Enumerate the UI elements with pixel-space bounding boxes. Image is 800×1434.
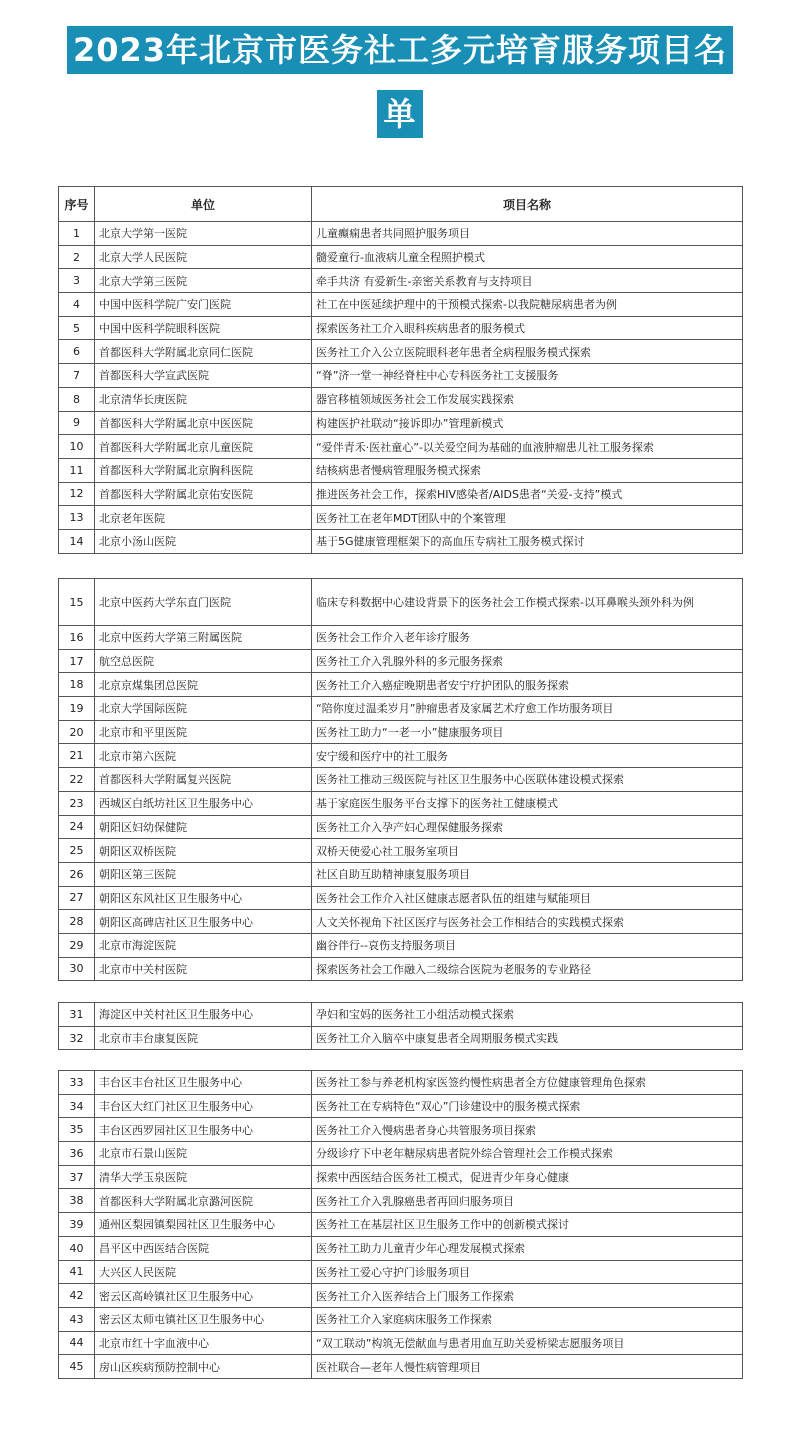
cell-project: 医务社会工作介入老年诊疗服务: [312, 626, 743, 650]
cell-seq: 42: [59, 1284, 95, 1308]
cell-project: 推进医务社会工作，探索HIV感染者/AIDS患者“关爱-支持”模式: [312, 482, 743, 506]
cell-project: 医务社工介入癌症晚期患者安宁疗护团队的服务探索: [312, 673, 743, 697]
cell-unit: 北京中医药大学东直门医院: [95, 579, 312, 626]
cell-project: 医务社工在基层社区卫生服务工作中的创新模式探讨: [312, 1213, 743, 1237]
page-title: [0, 26, 800, 138]
cell-seq: 35: [59, 1118, 95, 1142]
cell-unit: 中国中医科学院眼科医院: [95, 316, 312, 340]
cell-seq: 2: [59, 245, 95, 269]
header-project: 项目名称: [312, 187, 743, 222]
cell-seq: 16: [59, 626, 95, 650]
table-row: [59, 579, 743, 626]
cell-seq: 27: [59, 886, 95, 910]
cell-unit: 北京市丰台康复医院: [95, 1026, 312, 1050]
cell-seq: 3: [59, 269, 95, 293]
cell-project: 医务社工助力“一老一小”健康服务项目: [312, 720, 743, 744]
project-table-section-1: [58, 186, 743, 554]
table-row: [59, 458, 743, 482]
cell-seq: 43: [59, 1307, 95, 1331]
table-row: [59, 1189, 743, 1213]
table-row: [59, 815, 743, 839]
cell-unit: 密云区太师屯镇社区卫生服务中心: [95, 1307, 312, 1331]
cell-unit: 北京京煤集团总医院: [95, 673, 312, 697]
table-row: [59, 245, 743, 269]
cell-unit: 北京市石景山医院: [95, 1142, 312, 1166]
cell-seq: 31: [59, 1003, 95, 1027]
cell-seq: 39: [59, 1213, 95, 1237]
cell-seq: 38: [59, 1189, 95, 1213]
cell-seq: 10: [59, 435, 95, 459]
table-row: [59, 411, 743, 435]
cell-seq: 20: [59, 720, 95, 744]
cell-unit: 昌平区中西医结合医院: [95, 1236, 312, 1260]
cell-project: 医务社工介入慢病患者身心共管服务项目探索: [312, 1118, 743, 1142]
cell-project: 社区自助互助精神康复服务项目: [312, 862, 743, 886]
cell-unit: 朝阳区双桥医院: [95, 839, 312, 863]
cell-project: 孕妇和宝妈的医务社工小组活动模式探索: [312, 1003, 743, 1027]
cell-seq: 28: [59, 910, 95, 934]
cell-seq: 11: [59, 458, 95, 482]
table-row: [59, 387, 743, 411]
table-row: [59, 744, 743, 768]
cell-unit: 首都医科大学附属北京潞河医院: [95, 1189, 312, 1213]
cell-unit: 丰台区大红门社区卫生服务中心: [95, 1094, 312, 1118]
cell-seq: 25: [59, 839, 95, 863]
cell-project: 结核病患者慢病管理服务模式探索: [312, 458, 743, 482]
cell-seq: 5: [59, 316, 95, 340]
cell-seq: 23: [59, 791, 95, 815]
cell-project: 双桥天使爱心社工服务室项目: [312, 839, 743, 863]
cell-project: 医务社工助力儿童青少年心理发展模式探索: [312, 1236, 743, 1260]
table-row: [59, 1094, 743, 1118]
header-unit: 单位: [95, 187, 312, 222]
cell-seq: 21: [59, 744, 95, 768]
cell-unit: 北京老年医院: [95, 506, 312, 530]
table-row: [59, 529, 743, 553]
cell-seq: 15: [59, 579, 95, 626]
cell-unit: 航空总医院: [95, 649, 312, 673]
cell-unit: 北京中医药大学第三附属医院: [95, 626, 312, 650]
project-table-section-3: [58, 1002, 743, 1050]
cell-unit: 北京市中关村医院: [95, 957, 312, 981]
table-row: [59, 649, 743, 673]
cell-unit: 通州区梨园镇梨园社区卫生服务中心: [95, 1213, 312, 1237]
cell-unit: 北京市和平里医院: [95, 720, 312, 744]
cell-unit: 海淀区中关村社区卫生服务中心: [95, 1003, 312, 1027]
cell-seq: 22: [59, 768, 95, 792]
cell-project: 牵手共济 有爱新生-亲密关系教育与支持项目: [312, 269, 743, 293]
cell-unit: 北京大学第三医院: [95, 269, 312, 293]
cell-unit: 首都医科大学附属北京佑安医院: [95, 482, 312, 506]
cell-unit: 西城区白纸坊社区卫生服务中心: [95, 791, 312, 815]
cell-project: 器官移植领域医务社会工作发展实践探索: [312, 387, 743, 411]
cell-project: “陪你度过温柔岁月”肿瘤患者及家属艺术疗愈工作坊服务项目: [312, 697, 743, 721]
cell-seq: 24: [59, 815, 95, 839]
table-row: [59, 1331, 743, 1355]
cell-seq: 44: [59, 1331, 95, 1355]
cell-project: 医务社会工作介入社区健康志愿者队伍的组建与赋能项目: [312, 886, 743, 910]
cell-seq: 45: [59, 1355, 95, 1379]
cell-unit: 首都医科大学附属北京中医医院: [95, 411, 312, 435]
cell-project: 医务社工推动三级医院与社区卫生服务中心医联体建设模式探索: [312, 768, 743, 792]
table-row: [59, 316, 743, 340]
cell-unit: 朝阳区第三医院: [95, 862, 312, 886]
cell-project: 儿童癫痫患者共同照护服务项目: [312, 222, 743, 246]
table-row: [59, 293, 743, 317]
cell-unit: 北京大学国际医院: [95, 697, 312, 721]
table-row: [59, 957, 743, 981]
cell-unit: 首都医科大学附属北京同仁医院: [95, 340, 312, 364]
cell-project: 医务社工介入医养结合上门服务工作探索: [312, 1284, 743, 1308]
table-row: [59, 1165, 743, 1189]
cell-unit: 首都医科大学宣武医院: [95, 364, 312, 388]
cell-project: 社工在中医延续护理中的干预模式探索-以我院糖尿病患者为例: [312, 293, 743, 317]
cell-seq: 6: [59, 340, 95, 364]
cell-seq: 9: [59, 411, 95, 435]
cell-seq: 30: [59, 957, 95, 981]
cell-unit: 中国中医科学院广安门医院: [95, 293, 312, 317]
table-row: [59, 697, 743, 721]
cell-seq: 40: [59, 1236, 95, 1260]
cell-seq: 13: [59, 506, 95, 530]
table-row: [59, 364, 743, 388]
table-row: [59, 626, 743, 650]
cell-unit: 丰台区西罗园社区卫生服务中心: [95, 1118, 312, 1142]
cell-unit: 清华大学玉泉医院: [95, 1165, 312, 1189]
cell-unit: 首都医科大学附属复兴医院: [95, 768, 312, 792]
cell-unit: 首都医科大学附属北京儿童医院: [95, 435, 312, 459]
table-row: [59, 1026, 743, 1050]
cell-seq: 14: [59, 529, 95, 553]
cell-project: 基于家庭医生服务平台支撑下的医务社工健康模式: [312, 791, 743, 815]
cell-seq: 34: [59, 1094, 95, 1118]
table-row: [59, 673, 743, 697]
cell-seq: 7: [59, 364, 95, 388]
cell-unit: 丰台区丰台社区卫生服务中心: [95, 1071, 312, 1095]
cell-project: 探索医务社工介入眼科疾病患者的服务模式: [312, 316, 743, 340]
cell-project: 医务社工在专病特色“双心”门诊建设中的服务模式探索: [312, 1094, 743, 1118]
cell-seq: 26: [59, 862, 95, 886]
table-row: [59, 1307, 743, 1331]
cell-project: 构建医护社联动“接诉即办”管理新模式: [312, 411, 743, 435]
table-row: [59, 768, 743, 792]
project-table-section-2: [58, 578, 743, 981]
title-line-2: 单: [377, 90, 422, 138]
cell-project: 人文关怀视角下社区医疗与医务社会工作相结合的实践模式探索: [312, 910, 743, 934]
cell-project: 探索中西医结合医务社工模式，促进青少年身心健康: [312, 1165, 743, 1189]
table-row: [59, 1355, 743, 1379]
cell-project: 医务社工介入乳腺外科的多元服务探索: [312, 649, 743, 673]
cell-unit: 北京市第六医院: [95, 744, 312, 768]
table-row: [59, 886, 743, 910]
cell-project: 医务社工在老年MDT团队中的个案管理: [312, 506, 743, 530]
cell-seq: 32: [59, 1026, 95, 1050]
cell-seq: 36: [59, 1142, 95, 1166]
cell-project: 医务社工介入脑卒中康复患者全周期服务模式实践: [312, 1026, 743, 1050]
table-row: [59, 1118, 743, 1142]
cell-project: 医务社工参与养老机构家医签约慢性病患者全方位健康管理角色探索: [312, 1071, 743, 1095]
table-row: [59, 1003, 743, 1027]
cell-unit: 北京清华长庚医院: [95, 387, 312, 411]
table-row: [59, 862, 743, 886]
cell-project: 幽谷伴行--哀伤支持服务项目: [312, 933, 743, 957]
cell-unit: 北京市海淀医院: [95, 933, 312, 957]
cell-project: 探索医务社会工作融入二级综合医院为老服务的专业路径: [312, 957, 743, 981]
table-row: [59, 482, 743, 506]
cell-seq: 17: [59, 649, 95, 673]
cell-unit: 大兴区人民医院: [95, 1260, 312, 1284]
title-line-1: 2023年北京市医务社工多元培育服务项目名: [67, 26, 733, 74]
cell-project: 髓爱童行-血液病儿童全程照护模式: [312, 245, 743, 269]
cell-project: “双工联动”构筑无偿献血与患者用血互助关爱桥梁志愿服务项目: [312, 1331, 743, 1355]
table-row: [59, 222, 743, 246]
cell-project: 医务社工介入公立医院眼科老年患者全病程服务模式探索: [312, 340, 743, 364]
cell-seq: 8: [59, 387, 95, 411]
cell-project: 医务社工介入家庭病床服务工作探索: [312, 1307, 743, 1331]
cell-seq: 1: [59, 222, 95, 246]
cell-project: 临床专科数据中心建设背景下的医务社会工作模式探索-以耳鼻喉头颈外科为例: [312, 579, 743, 626]
table-row: [59, 1213, 743, 1237]
cell-project: 医社联合—老年人慢性病管理项目: [312, 1355, 743, 1379]
cell-seq: 18: [59, 673, 95, 697]
table-row: [59, 269, 743, 293]
cell-seq: 41: [59, 1260, 95, 1284]
cell-seq: 37: [59, 1165, 95, 1189]
cell-seq: 29: [59, 933, 95, 957]
cell-unit: 朝阳区妇幼保健院: [95, 815, 312, 839]
cell-seq: 33: [59, 1071, 95, 1095]
table-row: [59, 435, 743, 459]
cell-project: 安宁缓和医疗中的社工服务: [312, 744, 743, 768]
table-row: [59, 1142, 743, 1166]
cell-unit: 北京小汤山医院: [95, 529, 312, 553]
project-table-section-4: [58, 1070, 743, 1379]
cell-project: 医务社工介入孕产妇心理保健服务探索: [312, 815, 743, 839]
cell-unit: 北京大学人民医院: [95, 245, 312, 269]
cell-project: 分级诊疗下中老年糖尿病患者院外综合管理社会工作模式探索: [312, 1142, 743, 1166]
cell-project: “脊”济一堂一神经脊柱中心专科医务社工支援服务: [312, 364, 743, 388]
cell-seq: 4: [59, 293, 95, 317]
table-row: [59, 720, 743, 744]
table-row: [59, 506, 743, 530]
table-row: [59, 1071, 743, 1095]
cell-project: 医务社工介入乳腺癌患者再回归服务项目: [312, 1189, 743, 1213]
cell-unit: 朝阳区东风社区卫生服务中心: [95, 886, 312, 910]
table-row: [59, 910, 743, 934]
table-row: [59, 933, 743, 957]
header-seq: 序号: [59, 187, 95, 222]
cell-project: 医务社工爱心守护门诊服务项目: [312, 1260, 743, 1284]
cell-project: “爱伴青禾·医社童心”-以关爱空间为基础的血液肿瘤患儿社工服务探索: [312, 435, 743, 459]
cell-unit: 密云区高岭镇社区卫生服务中心: [95, 1284, 312, 1308]
table-row: [59, 340, 743, 364]
cell-seq: 12: [59, 482, 95, 506]
cell-project: 基于5G健康管理框架下的高血压专病社工服务模式探讨: [312, 529, 743, 553]
cell-unit: 房山区疾病预防控制中心: [95, 1355, 312, 1379]
cell-seq: 19: [59, 697, 95, 721]
table-row: [59, 839, 743, 863]
table-row: [59, 1236, 743, 1260]
table-header-row: [59, 187, 743, 222]
cell-unit: 朝阳区高碑店社区卫生服务中心: [95, 910, 312, 934]
table-row: [59, 791, 743, 815]
table-row: [59, 1260, 743, 1284]
cell-unit: 北京市红十字血液中心: [95, 1331, 312, 1355]
table-row: [59, 1284, 743, 1308]
cell-unit: 首都医科大学附属北京胸科医院: [95, 458, 312, 482]
cell-unit: 北京大学第一医院: [95, 222, 312, 246]
